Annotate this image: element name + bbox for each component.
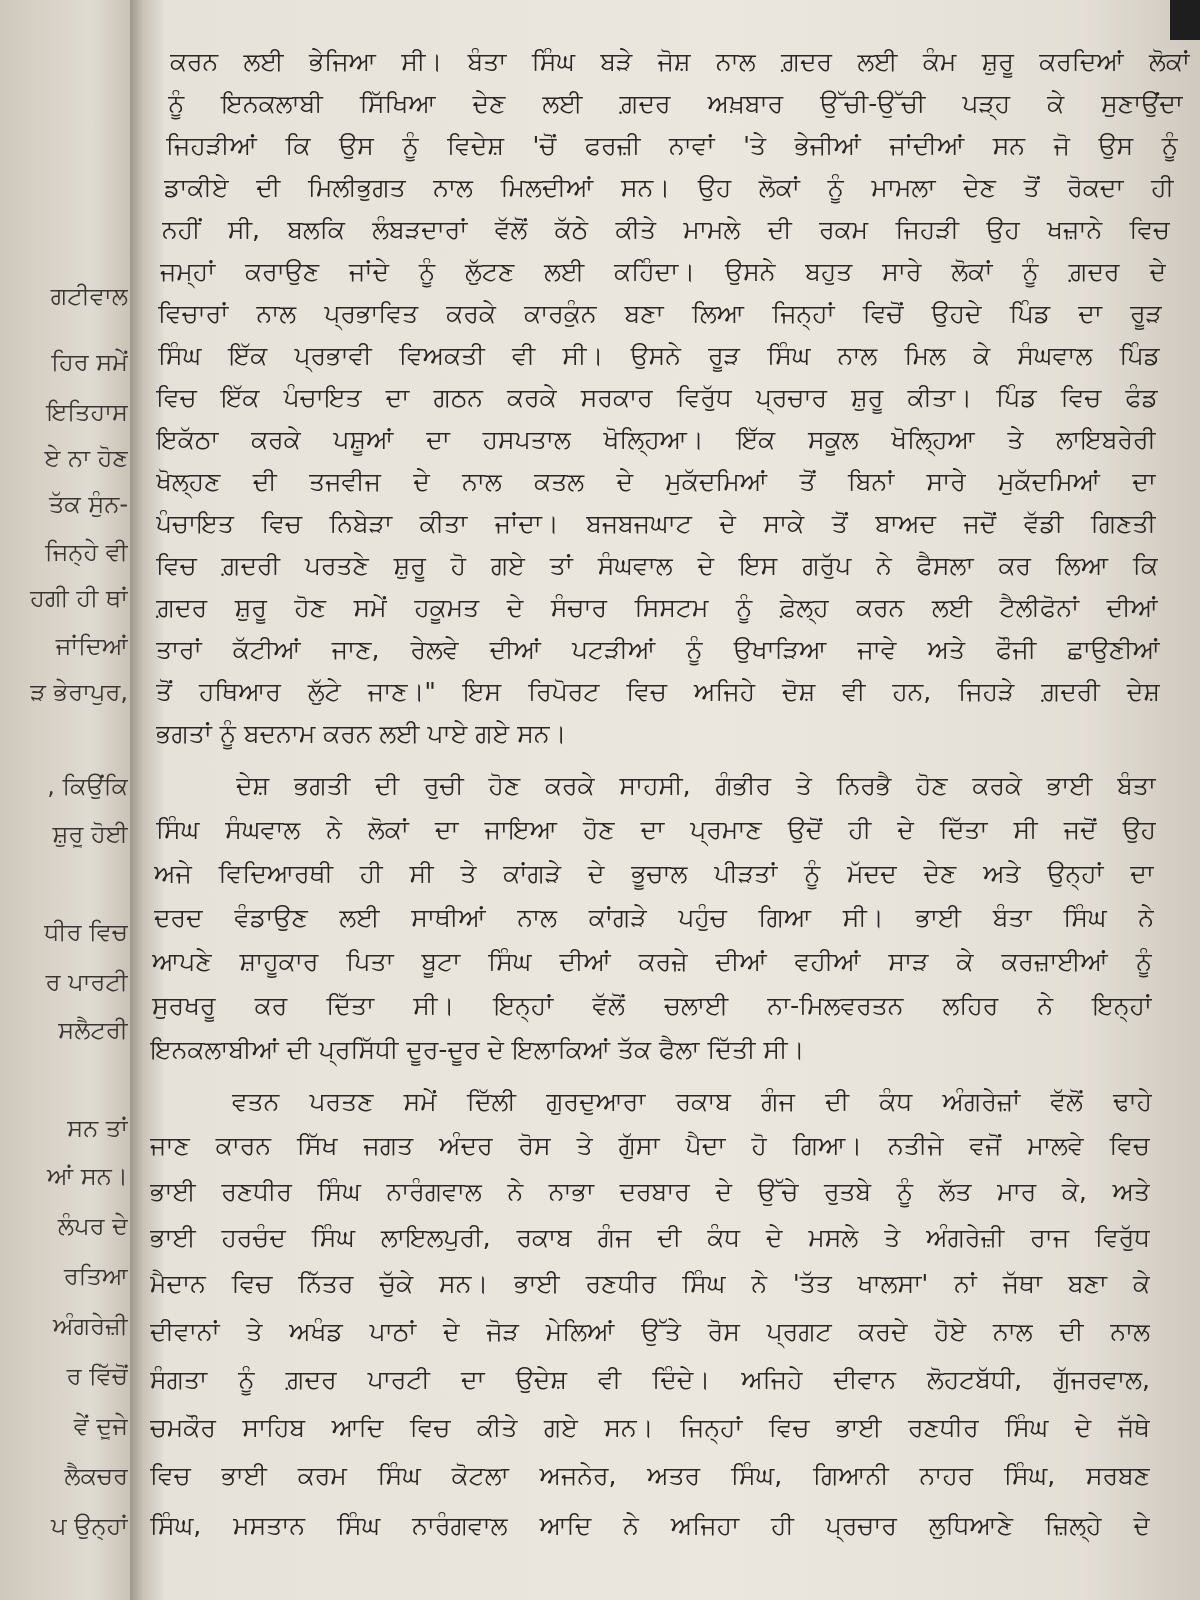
text-line: ਭਗਤਾਂ ਨੂੰ ਬਦਨਾਮ ਕਰਨ ਲਈ ਪਾਏ ਗਏ ਸਨ।: [156, 719, 567, 748]
text-line: ਭਾਈ ਹਰਚੰਦ ਸਿੰਘ ਲਾਇਲਪੁਰੀ, ਰਕਾਬ ਗੰਜ ਦੀ ਕੰਧ ਦੇ ਮਸਲੇ ਤੇ ਅੰਗਰੇਜ਼ੀ ਰਾਜ ਵਿਰੁੱਧ: [150, 1223, 1150, 1252]
left-page-line: ਵੇਂ ਦੂਜੇ: [73, 1412, 128, 1440]
text-line: ਵਿਚ ਭਾਈ ਕਰਮ ਸਿੰਘ ਕੋਟਲਾ ਅਜਨੇਰ, ਅਤਰ ਸਿੰਘ, ਗਿਆਨੀ ਨਾਹਰ ਸਿੰਘ, ਸਰਬਣ: [150, 1461, 1150, 1490]
left-page-line: ਲੈਕਚਰ: [64, 1462, 128, 1490]
text-line: ਚਮਕੌਰ ਸਾਹਿਬ ਆਦਿ ਵਿਚ ਕੀਤੇ ਗਏ ਸਨ। ਜਿਨ੍ਹਾਂ ਵਿਚ ਭਾਈ ਰਣਧੀਰ ਸਿੰਘ ਦੇ ਜੱਥੇ: [150, 1413, 1150, 1442]
left-page-line: ਤੱਕ ਸੁੰਨ-: [48, 490, 128, 518]
text-line: ਦੀਵਾਨਾਂ ਤੇ ਅਖੰਡ ਪਾਠਾਂ ਦੇ ਜੋੜ ਮੇਲਿਆਂ ਉੱਤੇ ਰੋਸ ਪ੍ਰਗਟ ਕਰਦੇ ਹੋਏ ਨਾਲ ਦੀ ਨਾਲ: [150, 1317, 1150, 1346]
left-page-line: ਧੀਰ ਵਿਚ: [44, 918, 128, 946]
left-page-line: ਪ ਉਨ੍ਹਾਂ: [51, 1512, 128, 1540]
text-line: ਨਹੀਂ ਸੀ, ਬਲਕਿ ਲੰਬੜਦਾਰਾਂ ਵੱਲੋਂ ਕੱਠੇ ਕੀਤੇ ਮਾਮਲੇ ਦੀ ਰਕਮ ਜਿਹੜੀ ਉਹ ਖਜ਼ਾਨੇ ਵਿਚ: [162, 215, 1170, 244]
text-line: ਸਿੰਘ ਸੰਘਵਾਲ ਨੇ ਲੋਕਾਂ ਦਾ ਜਾਇਆ ਹੋਣ ਦਾ ਪ੍ਰਮਾਣ ਉਦੋਂ ਹੀ ਦੇ ਦਿੱਤਾ ਸੀ ਜਦੋਂ ਉਹ: [156, 815, 1156, 844]
left-page-line: ਗਟੀਵਾਲ: [50, 282, 128, 310]
text-line: ਭਾਈ ਰਣਧੀਰ ਸਿੰਘ ਨਾਰੰਗਵਾਲ ਨੇ ਨਾਭਾ ਦਰਬਾਰ ਦੇ ਉੱਚੇ ਰੁਤਬੇ ਨੂੰ ਲੱਤ ਮਾਰ ਕੇ, ਅਤੇ: [150, 1177, 1150, 1206]
text-line: ਤੋਂ ਹਥਿਆਰ ਲੁੱਟੇ ਜਾਣ।" ਇਸ ਰਿਪੋਰਟ ਵਿਚ ਅਜਿਹੇ ਦੋਸ਼ ਵੀ ਹਨ, ਜਿਹੜੇ ਗ਼ਦਰੀ ਦੇਸ਼: [156, 677, 1160, 706]
left-page: [0, 0, 132, 1600]
text-line: ਕਰਨ ਲਈ ਭੇਜਿਆ ਸੀ। ਬੰਤਾ ਸਿੰਘ ਬੜੇ ਜੋਸ਼ ਨਾਲ ਗ਼ਦਰ ਲਈ ਕੰਮ ਸ਼ੁਰੂ ਕਰਦਿਆਂ ਲੋਕਾਂ: [170, 47, 1190, 76]
left-page-line: ਰ ਪਾਰਟੀ: [45, 968, 128, 996]
text-line: ਡਾਕੀਏ ਦੀ ਮਿਲੀਭੁਗਤ ਨਾਲ ਮਿਲਦੀਆਂ ਸਨ। ਉਹ ਲੋਕਾਂ ਨੂੰ ਮਾਮਲਾ ਦੇਣ ਤੋਂ ਰੋਕਦਾ ਹੀ: [164, 173, 1174, 202]
left-page-line: ਰਤਿਆ: [63, 1262, 128, 1290]
left-page-line: ਅੰਗਰੇਜ਼ੀ: [52, 1312, 128, 1340]
left-page-line: ਸਨ ਤਾਂ: [67, 1114, 128, 1142]
text-line: ਸੰਗਤਾ ਨੂੰ ਗ਼ਦਰ ਪਾਰਟੀ ਦਾ ਉਦੇਸ਼ ਵੀ ਦਿੰਦੇ। ਅਜਿਹੇ ਦੀਵਾਨ ਲੋਹਟਬੱਧੀ, ਗੁੱਜਰਵਾਲ,: [150, 1365, 1150, 1394]
left-page-line: ਏ ਨਾ ਹੋਣ: [44, 444, 128, 472]
left-page-line: ਸ਼ੁਰੂ ਹੋਈ: [52, 820, 128, 848]
text-line: ਆਪਣੇ ਸ਼ਾਹੂਕਾਰ ਪਿਤਾ ਬੂਟਾ ਸਿੰਘ ਦੀਆਂ ਕਰਜ਼ੇ ਦੀਆਂ ਵਹੀਆਂ ਸਾੜ ਕੇ ਕਰਜ਼ਾਈਆਂ ਨੂੰ: [152, 947, 1152, 976]
paragraph-start-line: ਵਤਨ ਪਰਤਣ ਸਮੇਂ ਦਿੱਲੀ ਗੁਰਦੁਆਰਾ ਰਕਾਬ ਗੰਜ ਦੀ ਕੰਧ ਅੰਗਰੇਜ਼ਾਂ ਵੱਲੋਂ ਢਾਹੇ: [232, 1087, 1152, 1116]
left-page-line: ਇਤਿਹਾਸ: [46, 398, 128, 426]
text-line: ਜਾਣ ਕਾਰਨ ਸਿੱਖ ਜਗਤ ਅੰਦਰ ਰੋਸ ਤੇ ਗੁੱਸਾ ਪੈਦਾ ਹੋ ਗਿਆ। ਨਤੀਜੇ ਵਜੋਂ ਮਾਲਵੇ ਵਿਚ: [150, 1131, 1150, 1160]
text-line: ਦਰਦ ਵੰਡਾਉਣ ਲਈ ਸਾਥੀਆਂ ਨਾਲ ਕਾਂਗੜੇ ਪਹੁੰਚ ਗਿਆ ਸੀ। ਭਾਈ ਬੰਤਾ ਸਿੰਘ ਨੇ: [154, 903, 1154, 932]
left-page-line: ਸਲੈਟਰੀ: [58, 1016, 128, 1044]
text-line: ਸੁਰਖਰੂ ਕਰ ਦਿੱਤਾ ਸੀ। ਇਨ੍ਹਾਂ ਵੱਲੋਂ ਚਲਾਈ ਨਾ-ਮਿਲਵਰਤਨ ਲਹਿਰ ਨੇ ਇਨ੍ਹਾਂ: [152, 991, 1152, 1020]
text-line: ਸਿੰਘ ਇੱਕ ਪ੍ਰਭਾਵੀ ਵਿਅਕਤੀ ਵੀ ਸੀ। ਉਸਨੇ ਰੂੜ ਸਿੰਘ ਨਾਲ ਮਿਲ ਕੇ ਸੰਘਵਾਲ ਪਿੰਡ: [158, 341, 1160, 370]
text-line: ਜਮ੍ਹਾਂ ਕਰਾਉਣ ਜਾਂਦੇ ਨੂੰ ਲੁੱਟਣ ਲਈ ਕਹਿੰਦਾ। ਉਸਨੇ ਬਹੁਤ ਸਾਰੇ ਲੋਕਾਂ ਨੂੰ ਗ਼ਦਰ ਦੇ: [160, 257, 1166, 286]
left-page-line: ਲੰਪਰ ਦੇ: [57, 1212, 128, 1240]
left-page-line: ਹਿਰ ਸਮੇਂ: [51, 348, 128, 376]
text-line: ਵਿਚ ਗ਼ਦਰੀ ਪਰਤਣੇ ਸ਼ੁਰੂ ਹੋ ਗਏ ਤਾਂ ਸੰਘਵਾਲ ਦੇ ਇਸ ਗਰੁੱਪ ਨੇ ਫੈਸਲਾ ਕਰ ਲਿਆ ਕਿ: [156, 551, 1158, 580]
left-page-line: ਆਂ ਸਨ।: [47, 1162, 128, 1190]
text-line: ਇਨਕਲਾਬੀਆਂ ਦੀ ਪ੍ਰਸਿੱਧੀ ਦੂਰ-ਦੂਰ ਦੇ ਇਲਾਕਿਆਂ ਤੱਕ ਫੈਲਾ ਦਿੱਤੀ ਸੀ।: [150, 1035, 805, 1064]
text-line: ਗ਼ਦਰ ਸ਼ੁਰੂ ਹੋਣ ਸਮੇਂ ਹਕੂਮਤ ਦੇ ਸੰਚਾਰ ਸਿਸਟਮ ਨੂੰ ਫ਼ੇਲ੍ਹ ਕਰਨ ਲਈ ਟੈਲੀਫੋਨਾਂ ਦੀਆਂ: [156, 593, 1158, 622]
left-page-line: ਜਿਨ੍ਹੇ ਵੀ: [44, 538, 128, 566]
text-line: ਇਕੱਠਾ ਕਰਕੇ ਪਸ਼ੂਆਂ ਦਾ ਹਸਪਤਾਲ ਖੋਲ੍ਹਿਆ। ਇੱਕ ਸਕੂਲ ਖੋਲ੍ਹਿਆ ਤੇ ਲਾਇਬਰੇਰੀ: [156, 425, 1156, 454]
text-line: ਜਿਹੜੀਆਂ ਕਿ ਉਸ ਨੂੰ ਵਿਦੇਸ਼ 'ਚੋਂ ਫਰਜ਼ੀ ਨਾਵਾਂ 'ਤੇ ਭੇਜੀਆਂ ਜਾਂਦੀਆਂ ਸਨ ਜੋ ਉਸ ਨੂੰ: [166, 131, 1178, 160]
text-line: ਪੰਚਾਇਤ ਵਿਚ ਨਿਬੇੜਾ ਕੀਤਾ ਜਾਂਦਾ। ਬਜਬਜਘਾਟ ਦੇ ਸਾਕੇ ਤੋਂ ਬਾਅਦ ਜਦੋਂ ਵੱਡੀ ਗਿਣਤੀ: [156, 509, 1156, 538]
text-line: ਸਿੰਘ, ਮਸਤਾਨ ਸਿੰਘ ਨਾਰੰਗਵਾਲ ਆਦਿ ਨੇ ਅਜਿਹਾ ਹੀ ਪ੍ਰਚਾਰ ਲੁਧਿਆਣੇ ਜ਼ਿਲ੍ਹੇ ਦੇ: [150, 1511, 1150, 1540]
text-line: ਮੈਦਾਨ ਵਿਚ ਨਿੱਤਰ ਚੁੱਕੇ ਸਨ। ਭਾਈ ਰਣਧੀਰ ਸਿੰਘ ਨੇ 'ਤੱਤ ਖਾਲਸਾ' ਨਾਂ ਜੱਥਾ ਬਣਾ ਕੇ: [150, 1269, 1150, 1298]
paragraph-start-line: ਦੇਸ਼ ਭਗਤੀ ਦੀ ਰੁਚੀ ਹੋਣ ਕਰਕੇ ਸਾਹਸੀ, ਗੰਭੀਰ ਤੇ ਨਿਰਭੈ ਹੋਣ ਕਰਕੇ ਭਾਈ ਬੰਤਾ: [236, 771, 1156, 800]
left-page-line: ਹਗੀ ਹੀ ਥਾਂ: [30, 584, 128, 612]
left-page-line: ਜਾਂਦਿਆਂ: [55, 632, 128, 660]
right-page: [150, 22, 1190, 1592]
text-line: ਅਜੇ ਵਿਦਿਆਰਥੀ ਹੀ ਸੀ ਤੇ ਕਾਂਗੜੇ ਦੇ ਭੂਚਾਲ ਪੀੜਤਾਂ ਨੂੰ ਮੱਦਦ ਦੇਣ ਅਤੇ ਉਨ੍ਹਾਂ ਦਾ: [154, 859, 1154, 888]
left-page-line: , ਕਿਉਂਕਿ: [47, 772, 128, 800]
background-corner: [1170, 0, 1200, 40]
text-line: ਵਿਚ ਇੱਕ ਪੰਚਾਇਤ ਦਾ ਗਠਨ ਕਰਕੇ ਸਰਕਾਰ ਵਿਰੁੱਧ ਪ੍ਰਚਾਰ ਸ਼ੁਰੂ ਕੀਤਾ। ਪਿੰਡ ਵਿਚ ਫੰਡ: [156, 383, 1158, 412]
text-line: ਖੋਲ੍ਹਣ ਦੀ ਤਜਵੀਜ ਦੇ ਨਾਲ ਕਤਲ ਦੇ ਮੁਕੱਦਮਿਆਂ ਤੋਂ ਬਿਨਾਂ ਸਾਰੇ ਮੁਕੱਦਮਿਆਂ ਦਾ: [156, 467, 1156, 496]
text-line: ਵਿਚਾਰਾਂ ਨਾਲ ਪ੍ਰਭਾਵਿਤ ਕਰਕੇ ਕਾਰਕੁੰਨ ਬਣਾ ਲਿਆ ਜਿਨ੍ਹਾਂ ਵਿਚੋਂ ਉਹਦੇ ਪਿੰਡ ਦਾ ਰੂੜ: [158, 299, 1162, 328]
text-line: ਤਾਰਾਂ ਕੱਟੀਆਂ ਜਾਣ, ਰੇਲਵੇ ਦੀਆਂ ਪਟੜੀਆਂ ਨੂੰ ਉਖਾੜਿਆ ਜਾਵੇ ਅਤੇ ਫੌਜੀ ਛਾਉਣੀਆਂ: [156, 635, 1160, 664]
text-line: ਨੂੰ ਇਨਕਲਾਬੀ ਸਿੱਖਿਆ ਦੇਣ ਲਈ ਗ਼ਦਰ ਅਖ਼ਬਾਰ ਉੱਚੀ-ਉੱਚੀ ਪੜ੍ਹ ਕੇ ਸੁਣਾਉਂਦਾ: [168, 89, 1183, 118]
left-page-line: ਰ ਵਿੱਚੋਂ: [66, 1362, 128, 1390]
left-page-line: ੜ ਭੇਰਾਪੁਰ,: [30, 678, 128, 706]
